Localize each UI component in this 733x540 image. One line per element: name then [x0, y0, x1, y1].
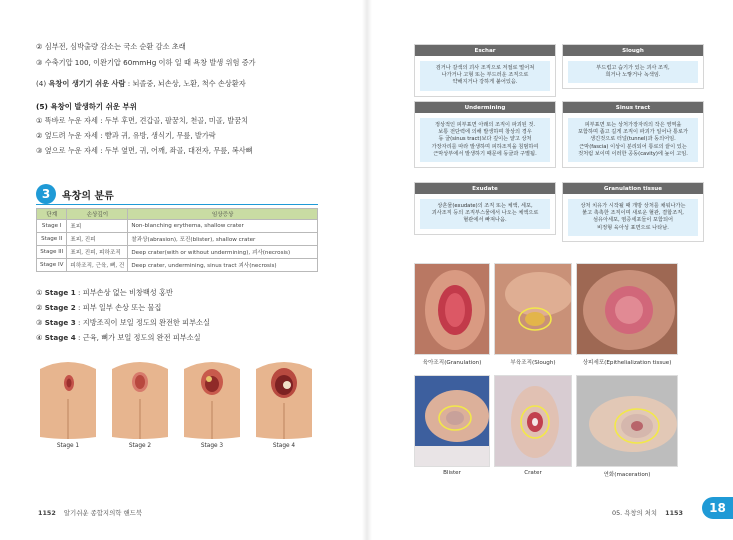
box-title: Eschar [415, 45, 555, 56]
definition-box-sinus-tract [562, 101, 704, 168]
item-number: ① [36, 288, 43, 297]
stage-list-item [36, 288, 173, 298]
left-page [0, 0, 366, 540]
table-cell: 표피 [67, 220, 128, 233]
definition-box-granulation [562, 182, 704, 242]
table-cell: Non-blanching erythema, shallow crater [128, 220, 318, 233]
stage-list-item [36, 318, 210, 328]
box-title: Exudate [415, 183, 555, 194]
stage-text: : 피부손상 없는 비창백성 홍반 [78, 288, 173, 297]
stage-3-model-image [180, 355, 244, 449]
item-number: ② [36, 131, 43, 140]
table-cell: 피하조직, 근육, 뼈, 건 [67, 259, 128, 272]
stage-label: Stage 4 [44, 333, 76, 342]
susceptible-people [36, 79, 246, 89]
right-page [366, 0, 733, 540]
site-lateral [36, 146, 253, 156]
definition-box-eschar [414, 44, 556, 97]
item-text: 수축기압 100, 이완기압 60mmHg 이하 일 때 욕창 발생 위험 증가 [44, 58, 256, 67]
table-header: 단계 [37, 209, 67, 220]
table-cell: Stage II [37, 233, 67, 246]
photo-caption: 상피세포(Epithelialization tissue) [582, 360, 672, 366]
box-body: 검거나 갈색의 괴사 조직으로 저절로 떨어져 나가거나 고형 또는 부드러운 조직으로 약해지거나 강하게 붙어있음. [420, 61, 550, 91]
stage-model-label: Stage 2 [128, 443, 152, 449]
photo-caption: Blister [443, 470, 461, 476]
table-row [37, 259, 318, 272]
stage-models [36, 355, 316, 455]
table-cell: 찰과상(abrasion), 포진(blister), shallow crater [128, 233, 318, 246]
site-prone [36, 131, 216, 141]
stage-model-label: Stage 1 [56, 443, 80, 449]
epithelialization-photo [576, 263, 678, 355]
site-supine [36, 116, 248, 126]
item-number: ③ [36, 146, 43, 155]
box-body: 정상적인 피부표면 아래의 조직이 파괴된 것. 보통 전단력에 의해 발생하며 창상의 경우 동 굴(sinus tract)보다 깊이는 얕고 상처 가장자리를 따라 발생하며 피하조직을 침범하여 근막상부에서 발생하기 때문에 동굴과 구별됨. [420, 118, 550, 162]
susceptible-text: : 뇌졸중, 뇌손상, 노환, 척수 손상환자 [127, 79, 246, 88]
item-number: ③ [36, 58, 43, 67]
table-row [37, 220, 318, 233]
item-text: 똑바로 누운 자세 : 두부 후면, 견갑골, 팔꿈치, 천골, 미골, 발꿈치 [44, 116, 249, 125]
box-body: 부드럽고 습기가 있는 괴사 조직, 희거나 노랗거나 녹색임. [568, 61, 698, 83]
box-title: Undermining [415, 102, 555, 113]
maceration-photo [576, 375, 678, 467]
table-cell: Stage IV [37, 259, 67, 272]
chapter-title: 05. 욕창의 처치 [612, 509, 658, 517]
slough-photo [494, 263, 572, 355]
crater-photo [494, 375, 572, 467]
page-number: 1152 [38, 509, 56, 517]
box-title: Sinus tract [563, 102, 703, 113]
box-title: Granulation tissue [563, 183, 703, 194]
book-title: 알기쉬운 종합지의학 핸드북 [63, 509, 142, 517]
photo-caption: 부육조직(Slough) [510, 360, 556, 366]
box-body: 상흔물(exudate)의 조직 또는 체액, 세포, 괴사조직 등의 조직부스물에서 나오는 체액으로 혈관에서 빠져나옴. [420, 199, 550, 229]
photo-caption: Crater [524, 470, 542, 476]
section-title: 욕창의 분류 [62, 190, 114, 202]
definition-box-undermining [414, 101, 556, 168]
table-header-row [37, 209, 318, 220]
chapter-tab: 18 [702, 497, 733, 519]
stage-text: : 근육, 뼈가 보일 정도의 완전 피부소실 [78, 333, 201, 342]
table-cell: Stage I [37, 220, 67, 233]
stage-1-model-image [36, 355, 100, 449]
item-heart-failure [36, 42, 186, 52]
section-number: 3 [36, 184, 56, 204]
item-number: ③ [36, 318, 43, 327]
box-body: 상처 치유가 시작될 때 개방 상처를 채워나가는 붉고 촉촉한 조직이며 새로운 혈관, 결합조직, 섬유아세포, 염증세포들이 포함되어 비정형 육아성 표면으로 나타남. [568, 199, 698, 236]
item-text: 심부전, 심박출량 감소는 국소 순환 감소 초래 [44, 42, 186, 51]
item-text: 옆으로 누운 자세 : 두부 옆면, 귀, 어깨, 좌골, 대전자, 무릎, 복사뼈 [44, 146, 253, 155]
definition-box-slough [562, 44, 704, 89]
susceptible-title: 욕창이 생기기 쉬운 사람 [48, 79, 126, 88]
table-row [37, 233, 318, 246]
stage-text: : 피부 일부 손상 또는 물집 [78, 303, 162, 312]
stage-table [36, 208, 318, 272]
table-header: 임상증상 [128, 209, 318, 220]
stage-model-label: Stage 4 [272, 443, 296, 449]
stage-2-model-image [108, 355, 172, 449]
stage-label: Stage 3 [44, 318, 76, 327]
left-footer [38, 508, 142, 517]
table-row [37, 246, 318, 259]
item-number: ④ [36, 333, 43, 342]
sites-heading: (5) 욕창이 발생하기 쉬운 부위 [36, 102, 137, 111]
table-cell: 표피, 진피, 피하조직 [67, 246, 128, 259]
stage-list-item [36, 333, 201, 343]
photo-caption: 연화(maceration) [603, 472, 651, 478]
table-cell: Stage III [37, 246, 67, 259]
item-blood-pressure [36, 58, 256, 68]
section-heading [36, 184, 114, 204]
table-cell: 표피, 진피 [67, 233, 128, 246]
table-cell: Deep crater(with or without undermining), 괴사(necrosis) [128, 246, 318, 259]
stage-list-item [36, 303, 161, 313]
item-number: ② [36, 303, 43, 312]
table-header: 손상깊이 [67, 209, 128, 220]
granulation-photo [414, 263, 490, 355]
stage-4-model-image [252, 355, 316, 449]
stage-label: Stage 1 [44, 288, 76, 297]
page-number: 1153 [665, 509, 683, 517]
box-title: Slough [563, 45, 703, 56]
section-rule [36, 204, 318, 205]
item-number: ② [36, 42, 43, 51]
box-body: 피부표면 또는 상처가장자리의 작은 영역을 포함하며 좁고 길게 조직이 파괴가 일어나 통로가 생긴것으로 터널(tunnel)과 동의어임. 근막(fascia) 이상이 분리되어 통로의 끝이 있는 것처럼 보이며 이러한 공동(cavity)에 높이 고임. [568, 118, 698, 162]
stage-text: : 지방조직이 보일 정도의 완전한 피부소실 [78, 318, 210, 327]
item-number: (4) [36, 79, 47, 88]
right-footer [612, 508, 683, 517]
photo-caption: 육아조직(Granulation) [422, 360, 482, 366]
definition-box-exudate [414, 182, 556, 235]
stage-label: Stage 2 [44, 303, 76, 312]
table-cell: Deep crater, undermining, sinus tract 괴사(necrosis) [128, 259, 318, 272]
blister-photo [414, 375, 490, 467]
stage-model-label: Stage 3 [200, 443, 224, 449]
item-text: 엎드려 누운 자세 : 뺨과 귀, 유방, 생식기, 무릎, 발가락 [44, 131, 216, 140]
item-number: ① [36, 116, 43, 125]
